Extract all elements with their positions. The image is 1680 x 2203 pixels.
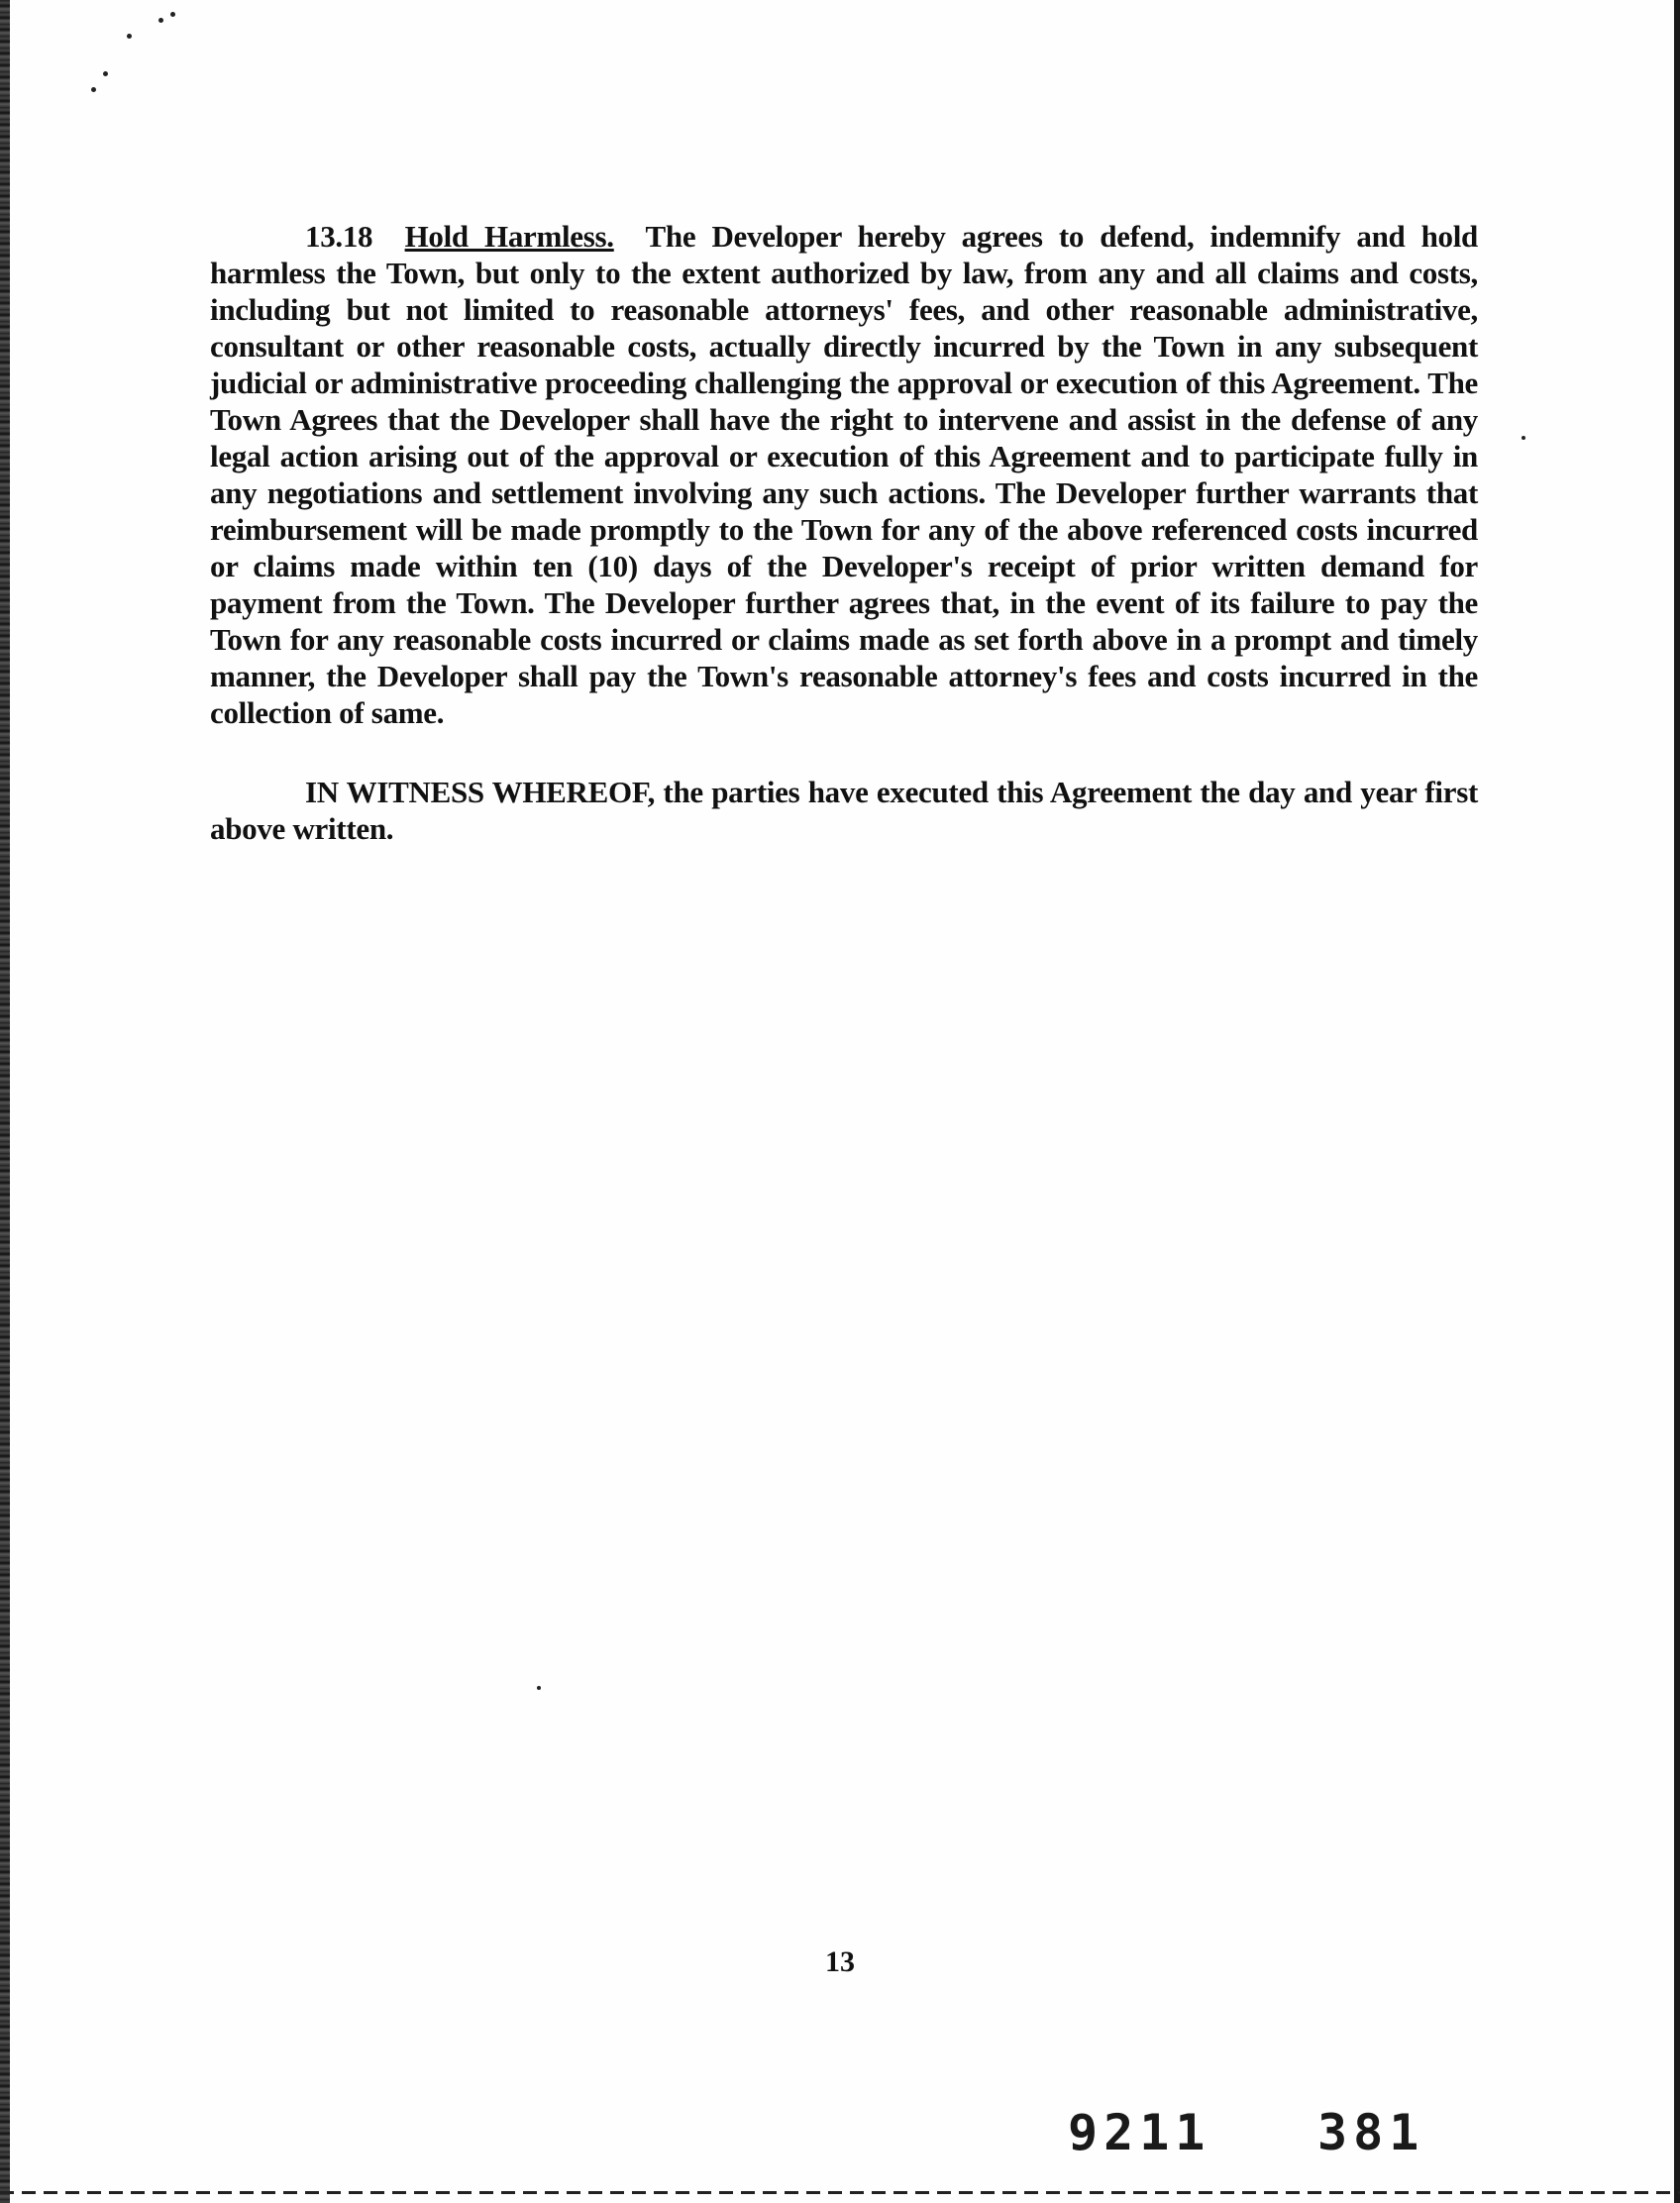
witness-clause: IN WITNESS WHEREOF, the parties have executed this Agreement the day and year first above written. xyxy=(210,775,1478,846)
section-number: 13.18 xyxy=(305,219,373,254)
scan-speck xyxy=(127,34,132,39)
scan-speck xyxy=(91,87,96,92)
scan-edge-bottom xyxy=(0,2191,1680,2194)
section-body: The Developer hereby agrees to defend, indemnify and hold harmless the Town, but only to the extent authorized by law, from any and all claims and costs, including but not limited to reasonable attorneys' fees, and other reasonable administrative, consultant or other reasonable costs, actually directly incurred by the Town in any subsequent judicial or administrative proceeding challenging the approval or execution of this Agreement. The Town Agrees that the Developer shall have the right to intervene and assist in the defense of any legal action arising out of the approval or execution of this Agreement and to participate fully in any negotiations and settlement involving any such actions. The Developer further warrants that reimbursement will be made promptly to the Town for any of the above referenced costs incurred or claims made within ten (10) days of the Developer's receipt of prior written demand for payment from the Town. The Developer further agrees that, in the event of its failure to pay the Town for any reasonable costs incurred or claims made as set forth above in a prompt and timely manner, the Developer shall pay the Town's reasonable attorney's fees and costs incurred in the collection of same. xyxy=(210,219,1479,730)
bates-stamp-left: 9211 xyxy=(1068,2104,1211,2161)
section-heading: Hold Harmless. xyxy=(404,219,614,254)
scan-speck xyxy=(158,18,163,23)
bates-stamp-right: 381 xyxy=(1317,2104,1425,2161)
section-13-18 xyxy=(210,218,1478,731)
scan-speck xyxy=(170,12,175,17)
document-body xyxy=(210,218,1478,847)
scan-speck xyxy=(537,1686,541,1690)
scan-edge-left xyxy=(0,0,10,2203)
scan-speck xyxy=(1522,436,1525,440)
scan-speck xyxy=(103,71,108,76)
page-number: 13 xyxy=(825,1945,855,1978)
scan-edge-right xyxy=(1674,0,1680,2203)
